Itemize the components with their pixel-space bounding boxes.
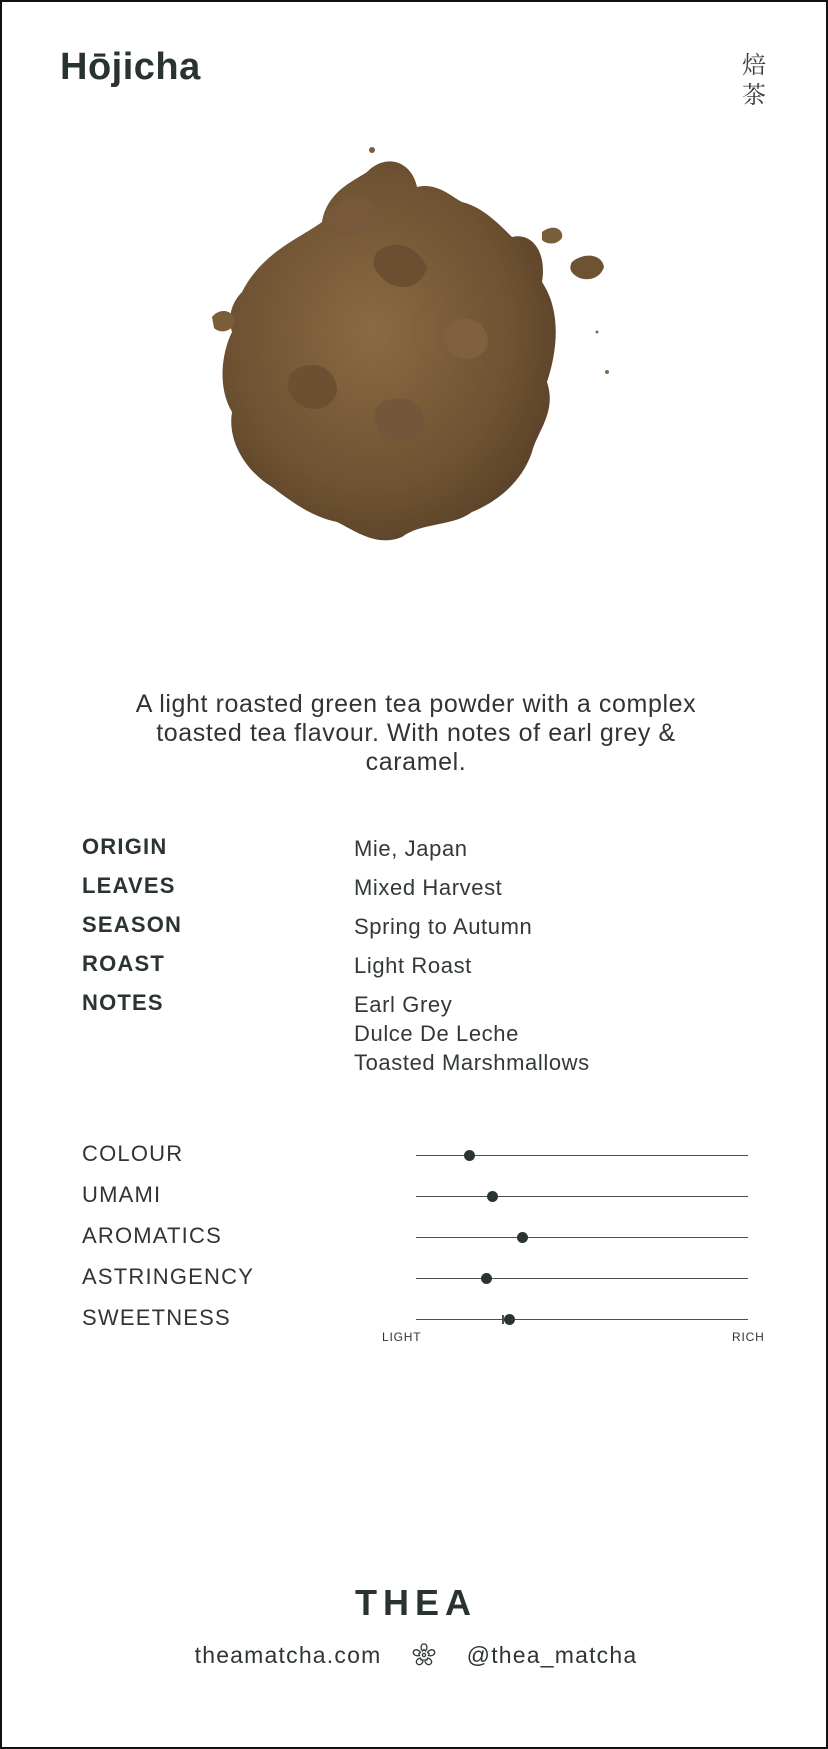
sakura-flower-icon (409, 1640, 439, 1670)
kanji-char-2: 茶 (742, 81, 766, 109)
spec-label: NOTES (82, 990, 164, 1015)
spec-value (354, 951, 762, 980)
taste-profile (82, 1140, 782, 1345)
spec-row-origin (82, 834, 762, 863)
profile-marker (504, 1314, 515, 1325)
profile-track (416, 1278, 748, 1279)
social-handle-link[interactable]: @thea_matcha (466, 1641, 638, 1668)
spec-label: LEAVES (82, 873, 176, 898)
profile-row-sweetness (82, 1304, 782, 1345)
scale-max-label: RICH (732, 1330, 765, 1344)
spec-value (354, 990, 762, 1077)
product-description: A light roasted green tea powder with a complex toasted tea flavour. With notes of earl grey & caramel. (135, 690, 697, 776)
profile-row-astringency (82, 1263, 782, 1304)
profile-row-colour (82, 1140, 782, 1181)
spec-value (354, 912, 762, 941)
spec-value-line: Spring to Autumn (354, 914, 533, 939)
spec-value-line: Mixed Harvest (354, 875, 503, 900)
spec-row-roast (82, 951, 762, 980)
profile-row-umami (82, 1181, 782, 1222)
spec-value-line: Dulce De Leche (354, 1021, 519, 1046)
profile-track (416, 1237, 748, 1238)
profile-marker (517, 1232, 528, 1243)
website-link[interactable]: theamatcha.com (194, 1641, 382, 1668)
scale-min-label: LIGHT (382, 1330, 422, 1344)
spec-row-season (82, 912, 762, 941)
spec-value-line: Mie, Japan (354, 836, 468, 861)
profile-label: ASTRINGENCY (82, 1264, 255, 1289)
profile-marker (481, 1273, 492, 1284)
kanji-char-1: 焙 (742, 51, 766, 79)
profile-marker (464, 1150, 475, 1161)
spec-label: ROAST (82, 951, 165, 976)
spec-value-line: Toasted Marshmallows (354, 1050, 590, 1075)
spec-table (82, 834, 762, 1087)
brand-logo: THEA (355, 1582, 477, 1623)
spec-value (354, 873, 762, 902)
profile-track (416, 1196, 748, 1197)
profile-marker (487, 1191, 498, 1202)
profile-track (416, 1319, 748, 1320)
profile-row-aromatics (82, 1222, 782, 1263)
footer-contact (2, 1640, 828, 1670)
tea-powder-image (152, 142, 692, 602)
spec-value-line: Light Roast (354, 953, 472, 978)
kanji-title (740, 50, 768, 110)
spec-label: SEASON (82, 912, 183, 937)
scale-mid-tick (502, 1315, 504, 1324)
profile-track (416, 1155, 748, 1156)
profile-label: COLOUR (82, 1141, 184, 1166)
spec-value (354, 834, 762, 863)
spec-label: ORIGIN (82, 834, 168, 859)
profile-label: AROMATICS (82, 1223, 222, 1248)
product-title: Hōjicha (60, 46, 201, 88)
spec-row-leaves (82, 873, 762, 902)
spec-value-line: Earl Grey (354, 992, 453, 1017)
profile-label: UMAMI (82, 1182, 162, 1207)
profile-label: SWEETNESS (82, 1305, 231, 1330)
spec-row-notes (82, 990, 762, 1077)
